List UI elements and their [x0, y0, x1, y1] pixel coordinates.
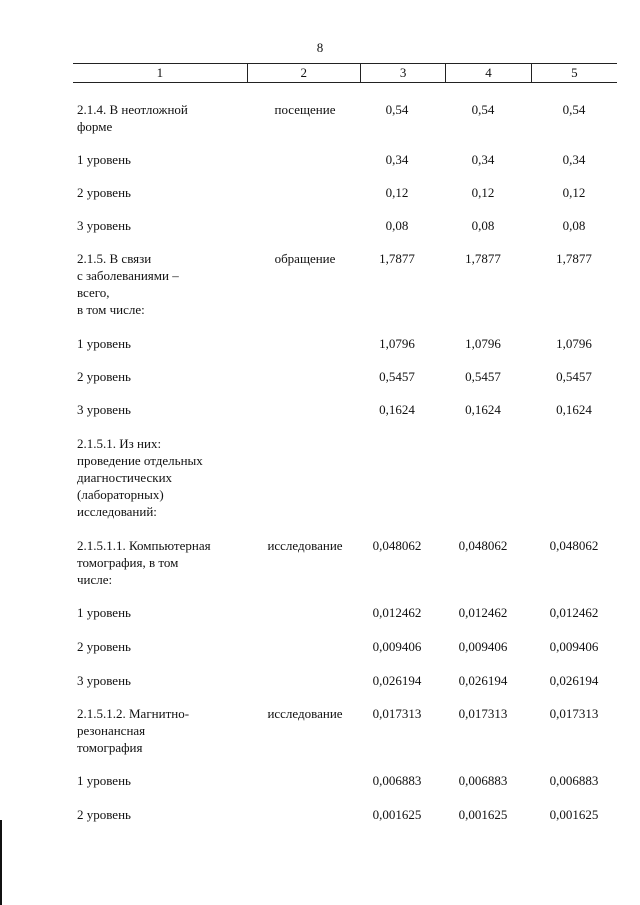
row-value-4: 0,026194: [458, 673, 508, 688]
row-value-3: 0,006883: [372, 773, 422, 788]
row-value-4: 1,7877: [465, 251, 501, 266]
row-value-3: 0,048062: [372, 538, 422, 553]
header-col-3: 3: [360, 64, 445, 82]
header-col-2: 2: [247, 64, 360, 82]
row-value-3: 0,12: [385, 185, 409, 200]
row-value-5: 0,012462: [549, 605, 599, 620]
row-value-4: 0,34: [471, 152, 495, 167]
row-value-4: 0,017313: [458, 706, 508, 721]
row-value-3: 0,017313: [372, 706, 422, 721]
page-number: 8: [316, 40, 324, 55]
row-label: 3 уровень: [77, 673, 131, 688]
row-value-5: 0,5457: [556, 369, 592, 384]
row-label: 2.1.5. В связи с заболеваниями – всего, в том числе:: [77, 251, 179, 317]
row-unit: исследование: [267, 538, 343, 553]
row-unit: исследование: [267, 706, 343, 721]
row-unit: обращение: [274, 251, 336, 266]
row-label: 3 уровень: [77, 218, 131, 233]
row-value-5: 0,34: [562, 152, 586, 167]
row-unit: посещение: [274, 102, 336, 117]
row-value-3: 1,7877: [379, 251, 415, 266]
row-value-4: 0,12: [471, 185, 495, 200]
row-value-4: 0,001625: [458, 807, 508, 822]
row-label: 1 уровень: [77, 773, 131, 788]
row-value-5: 1,0796: [556, 336, 592, 351]
row-value-3: 0,009406: [372, 639, 422, 654]
row-label: 2.1.5.1. Из них: проведение отдельных диагностических (лабораторных) исследований:: [77, 436, 203, 519]
row-value-4: 0,08: [471, 218, 495, 233]
header-col-5: 5: [531, 64, 617, 82]
row-value-3: 0,34: [385, 152, 409, 167]
row-value-4: 0,54: [471, 102, 495, 117]
row-value-4: 0,1624: [465, 402, 501, 417]
scan-edge-mark: [0, 820, 2, 905]
row-value-4: 0,012462: [458, 605, 508, 620]
row-value-5: 0,12: [562, 185, 586, 200]
table-header: [73, 63, 617, 83]
row-label: 1 уровень: [77, 605, 131, 620]
row-value-3: 0,54: [385, 102, 409, 117]
row-value-5: 0,54: [562, 102, 586, 117]
row-value-3: 1,0796: [379, 336, 415, 351]
row-value-3: 0,08: [385, 218, 409, 233]
row-label: 2.1.5.1.2. Магнитно- резонансная томография: [77, 706, 190, 755]
row-value-5: 0,08: [562, 218, 586, 233]
row-value-5: 0,006883: [549, 773, 599, 788]
header-col-1: 1: [156, 65, 164, 80]
row-label: 3 уровень: [77, 402, 131, 417]
row-value-3: 0,026194: [372, 673, 422, 688]
row-label: 2.1.5.1.1. Компьютерная томография, в том числе:: [77, 538, 211, 587]
row-value-4: 0,048062: [458, 538, 508, 553]
row-value-5: 0,048062: [549, 538, 599, 553]
row-value-3: 0,5457: [379, 369, 415, 384]
row-value-5: 0,001625: [549, 807, 599, 822]
row-label: 1 уровень: [77, 336, 131, 351]
row-value-3: 0,012462: [372, 605, 422, 620]
row-value-5: 0,026194: [549, 673, 599, 688]
row-value-4: 0,5457: [465, 369, 501, 384]
row-value-5: 0,017313: [549, 706, 599, 721]
row-value-4: 0,006883: [458, 773, 508, 788]
row-value-3: 0,1624: [379, 402, 415, 417]
row-label: 1 уровень: [77, 152, 131, 167]
row-value-5: 1,7877: [556, 251, 592, 266]
row-label: 2 уровень: [77, 639, 131, 654]
row-label: 2 уровень: [77, 369, 131, 384]
row-label: 2.1.4. В неотложной форме: [77, 102, 188, 134]
row-value-4: 1,0796: [465, 336, 501, 351]
row-value-3: 0,001625: [372, 807, 422, 822]
row-value-4: 0,009406: [458, 639, 508, 654]
row-value-5: 0,1624: [556, 402, 592, 417]
row-value-5: 0,009406: [549, 639, 599, 654]
row-label: 2 уровень: [77, 185, 131, 200]
header-col-4: 4: [445, 64, 530, 82]
row-label: 2 уровень: [77, 807, 131, 822]
